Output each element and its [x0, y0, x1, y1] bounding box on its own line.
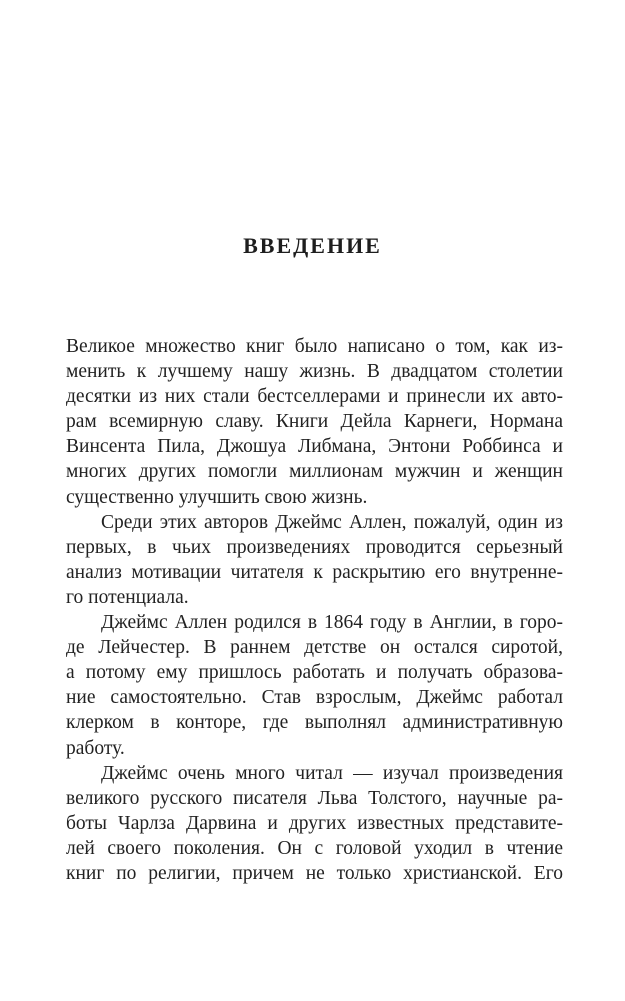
text-line: первых, в чьих произведениях проводится серьезный — [66, 536, 563, 558]
text-line: а потому ему пришлось работать и получать образова- — [66, 662, 563, 684]
text-line: работу. — [66, 737, 125, 759]
text-line: рам всемирную славу. Книги Дейла Карнеги, Нормана — [66, 411, 563, 433]
chapter-body — [66, 334, 563, 886]
paragraph — [66, 610, 563, 761]
text-line: де Лейчестер. В раннем детстве он остался сиротой, — [66, 637, 563, 659]
paragraph — [66, 334, 563, 510]
paragraph — [66, 761, 563, 886]
text-line: ние самостоятельно. Став взрослым, Джеймс работал — [66, 687, 563, 709]
text-line: клерком в конторе, где выполнял административную — [66, 712, 563, 734]
paragraph — [66, 510, 563, 610]
chapter-title: ВВЕДЕНИЕ — [243, 233, 382, 258]
text-line: лей своего поколения. Он с головой уходил в чтение — [66, 837, 563, 859]
text-line: существенно улучшить свою жизнь. — [66, 486, 368, 508]
text-line: боты Чарлза Дарвина и других известных представите- — [66, 812, 563, 834]
text-line: Джеймс очень много читал — изучал произведения — [101, 762, 563, 784]
text-line: Великое множество книг было написано о том, как из- — [66, 336, 563, 357]
text-line: Винсента Пила, Джошуа Либмана, Энтони Роббинса и — [66, 436, 563, 458]
text-line: великого русского писателя Льва Толстого, научные ра- — [66, 787, 563, 809]
text-line: многих других помогли миллионам мужчин и женщин — [66, 461, 563, 483]
text-line: Джеймс Аллен родился в 1864 году в Англии, в горо- — [101, 612, 563, 634]
text-line: менить к лучшему нашу жизнь. В двадцатом столетии — [66, 361, 563, 383]
text-line: го потенциала. — [66, 586, 189, 608]
text-line: Среди этих авторов Джеймс Аллен, пожалуй, один из — [101, 511, 563, 533]
text-line: книг по религии, причем не только христианской. Его — [66, 862, 563, 884]
text-line: десятки из них стали бестселлерами и принесли их авто- — [66, 386, 563, 408]
text-line: анализ мотивации читателя к раскрытию его внутренне- — [66, 561, 563, 583]
